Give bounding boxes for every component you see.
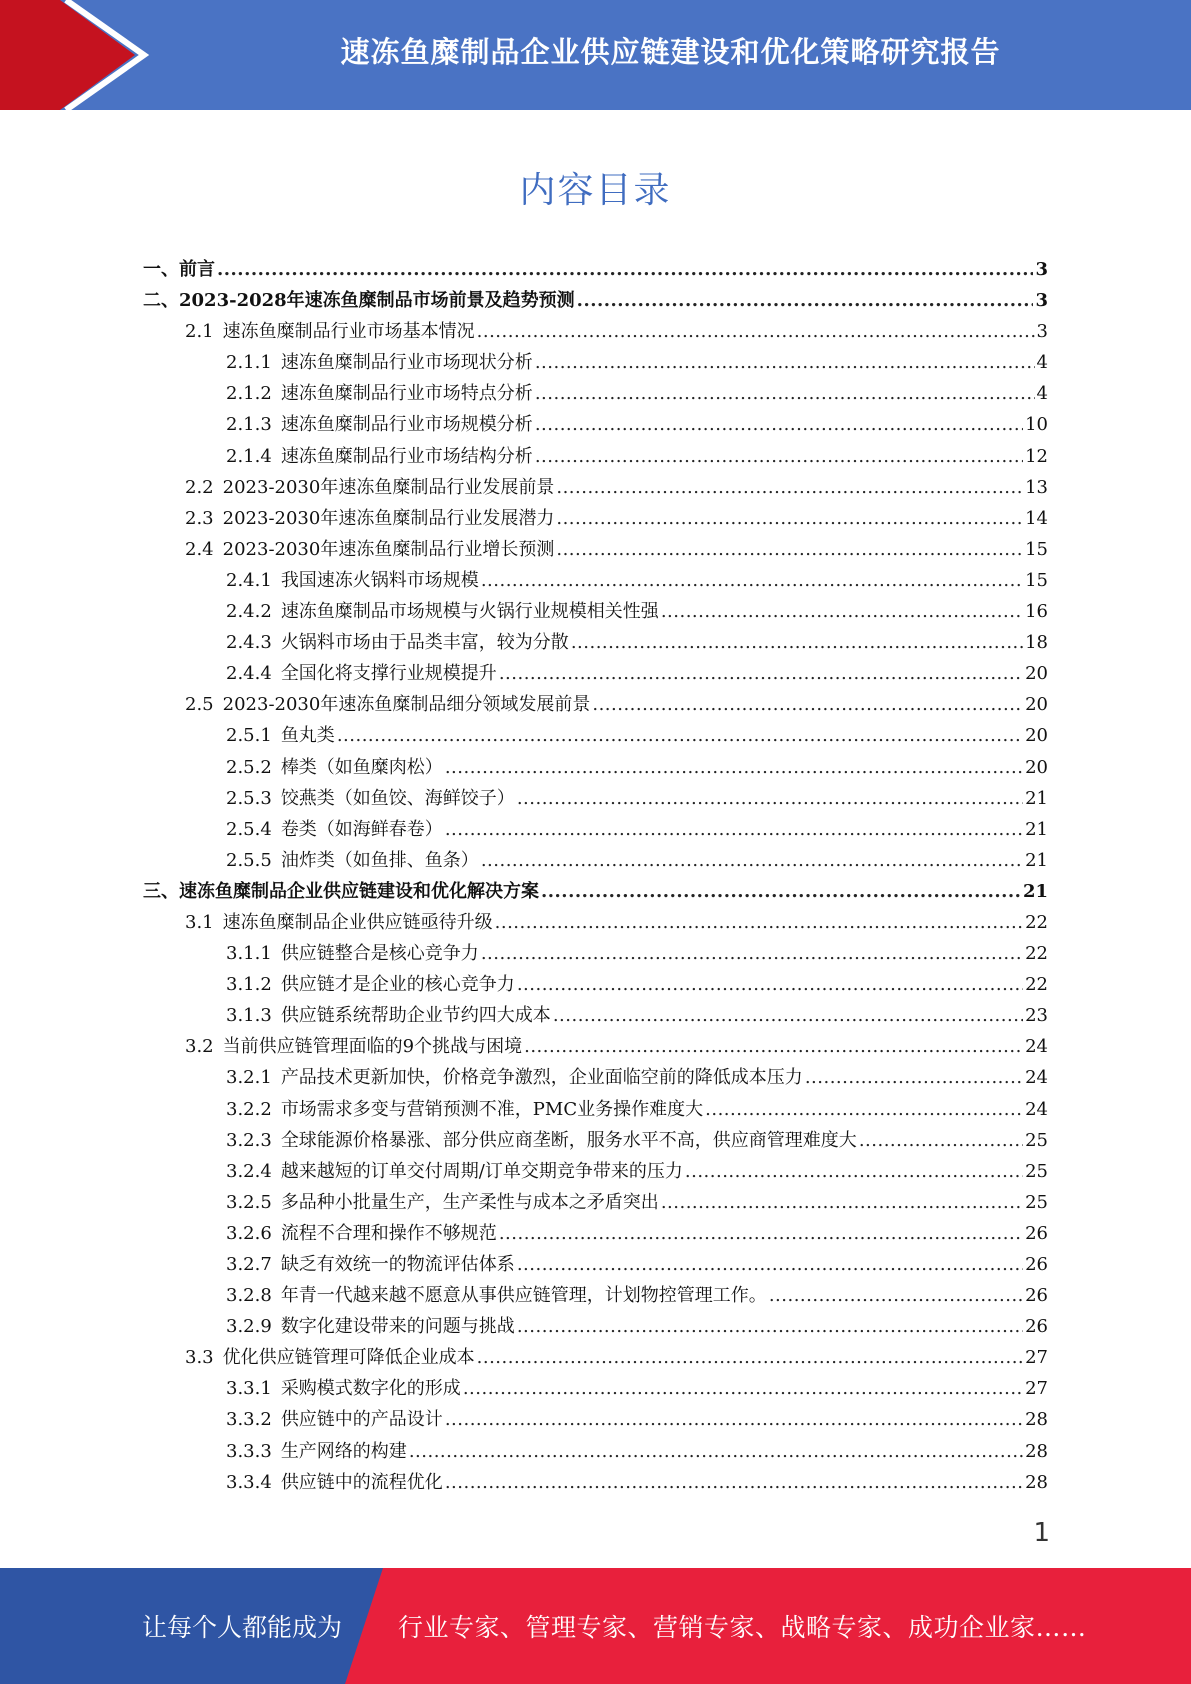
toc-entry[interactable] xyxy=(143,969,1048,1000)
toc-entry-number: 2.4.3 xyxy=(226,632,272,654)
toc-dot-leader xyxy=(571,627,1023,658)
toc-entry-number: 3.2.6 xyxy=(226,1222,272,1244)
toc-entry-title: 火锅料市场由于品类丰富，较为分散 xyxy=(280,632,569,654)
toc-entry-number: 3.3.4 xyxy=(226,1471,272,1493)
toc-entry-page: 3 xyxy=(1035,259,1048,280)
toc-entry-number: 3.2.8 xyxy=(226,1285,272,1307)
toc-entry-title: 越来越短的订单交付周期/订单交期竞争带来的压力 xyxy=(280,1160,683,1182)
toc-dot-leader xyxy=(859,1125,1023,1156)
toc-dot-leader xyxy=(524,1031,1023,1062)
toc-dot-leader xyxy=(556,472,1023,503)
toc-entry-number: 2.4.4 xyxy=(226,663,272,685)
toc-dot-leader xyxy=(517,1311,1023,1342)
toc-entry[interactable] xyxy=(143,720,1048,751)
toc-entry-page: 15 xyxy=(1025,538,1048,560)
toc-dot-leader xyxy=(517,969,1023,1000)
toc-entry-number: 2.1.4 xyxy=(226,445,272,467)
toc-dot-leader xyxy=(445,1467,1023,1498)
toc-entry[interactable] xyxy=(143,1467,1048,1498)
toc-entry-page: 24 xyxy=(1025,1067,1048,1089)
toc-entry-number: 3.2 xyxy=(185,1036,214,1058)
toc-entry-title: 速冻鱼糜制品行业市场特点分析 xyxy=(280,383,533,405)
toc-dot-leader xyxy=(535,378,1035,409)
toc-entry-page: 27 xyxy=(1025,1378,1048,1400)
toc-dot-leader xyxy=(477,316,1035,347)
toc-dot-leader xyxy=(556,534,1023,565)
toc-entry-number: 3.2.7 xyxy=(226,1254,272,1275)
toc-dot-leader xyxy=(769,1280,1023,1311)
toc-entry-number: 3.2.1 xyxy=(226,1067,272,1089)
toc-dot-leader xyxy=(499,658,1023,689)
toc-entry-number: 2.5.2 xyxy=(226,756,272,778)
toc-entry-page: 15 xyxy=(1025,569,1048,591)
toc-entry[interactable] xyxy=(143,752,1048,783)
toc-dot-leader xyxy=(805,1062,1023,1093)
toc-entry-page: 16 xyxy=(1025,601,1048,623)
toc-entry-title: 2023-2030年速冻鱼糜制品行业发展前景 xyxy=(222,476,555,498)
toc-entry-page: 27 xyxy=(1025,1347,1048,1369)
toc-entry-page: 22 xyxy=(1025,943,1048,965)
toc-entry-title: 市场需求多变与营销预测不准，PMC业务操作难度大 xyxy=(280,1098,704,1120)
toc-entry[interactable] xyxy=(143,627,1048,658)
toc-entry[interactable] xyxy=(143,1311,1048,1342)
toc-entry-number: 2.5 xyxy=(185,694,214,716)
toc-entry[interactable] xyxy=(143,1031,1048,1062)
toc-entry-number: 2.1.1 xyxy=(226,352,272,374)
toc-entry-title: 速冻鱼糜制品行业市场规模分析 xyxy=(280,414,533,436)
toc-entry-number: 3.3 xyxy=(185,1347,214,1369)
toc-dot-leader xyxy=(481,938,1023,969)
toc-entry-number: 3.3.1 xyxy=(226,1378,272,1400)
toc-entry[interactable] xyxy=(143,503,1048,534)
toc-entry[interactable] xyxy=(143,409,1048,440)
toc-entry[interactable] xyxy=(143,658,1048,689)
toc-entry[interactable] xyxy=(143,596,1048,627)
toc-entry-number: 2.5.4 xyxy=(226,818,272,840)
toc-dot-leader xyxy=(661,596,1023,627)
toc-entry-page: 28 xyxy=(1025,1471,1048,1493)
toc-dot-leader xyxy=(445,1404,1023,1435)
toc-entry-number: 2.5.1 xyxy=(226,725,272,747)
toc-entry-title: 全球能源价格暴涨、部分供应商垄断，服务水平不高，供应商管理难度大 xyxy=(280,1129,857,1151)
toc-entry-number: 2.1.3 xyxy=(226,414,272,436)
toc-entry[interactable] xyxy=(143,285,1048,316)
toc-entry-page: 28 xyxy=(1025,1440,1048,1462)
toc-entry-title: 我国速冻火锅料市场规模 xyxy=(280,569,479,591)
toc-entry-page: 28 xyxy=(1025,1409,1048,1431)
toc-entry-title: 当前供应链管理面临的9个挑战与困境 xyxy=(222,1036,523,1058)
toc-entry-page: 26 xyxy=(1025,1222,1048,1244)
toc-entry[interactable] xyxy=(143,254,1048,285)
toc-entry-number: 3.3.3 xyxy=(226,1440,272,1462)
toc-dot-leader xyxy=(535,441,1023,472)
toc-dot-leader xyxy=(535,409,1023,440)
toc-entry[interactable] xyxy=(143,1125,1048,1156)
toc-entry-title: 前言 xyxy=(179,259,215,280)
toc-entry[interactable] xyxy=(143,1156,1048,1187)
toc-entry-page: 26 xyxy=(1025,1254,1048,1275)
toc-entry[interactable] xyxy=(143,316,1048,347)
toc-entry-page: 14 xyxy=(1025,507,1048,529)
toc-entry-page: 4 xyxy=(1036,352,1048,374)
toc-entry-title: 2023-2028年速冻鱼糜制品市场前景及趋势预测 xyxy=(179,290,575,312)
toc-entry-page: 21 xyxy=(1022,880,1048,902)
toc-entry[interactable] xyxy=(143,1062,1048,1093)
toc-entry[interactable] xyxy=(143,1342,1048,1373)
toc-dot-leader xyxy=(217,254,1033,285)
toc-entry-title: 供应链中的流程优化 xyxy=(280,1471,443,1493)
footer-band xyxy=(0,1568,1191,1684)
footer-slogan-lead: 让每个人都能成为 xyxy=(142,1613,343,1642)
toc-entry-page: 25 xyxy=(1025,1129,1048,1151)
toc-entry-page: 26 xyxy=(1025,1285,1048,1307)
toc-entry-page: 20 xyxy=(1025,725,1048,747)
toc-entry-title: 卷类（如海鲜春卷） xyxy=(280,818,443,840)
toc-entry-number: 2.2 xyxy=(185,476,214,498)
report-title: 速冻鱼糜制品企业供应链建设和优化策略研究报告 xyxy=(340,34,1001,69)
toc-dot-leader xyxy=(445,752,1023,783)
toc-entry[interactable] xyxy=(143,938,1048,969)
toc-dot-leader xyxy=(685,1156,1023,1187)
toc-dot-leader xyxy=(499,1218,1023,1249)
toc-entry-title: 饺燕类（如鱼饺、海鲜饺子） xyxy=(280,787,515,809)
toc-entry[interactable] xyxy=(143,1218,1048,1249)
toc-entry-page: 20 xyxy=(1025,694,1048,716)
toc-entry-number: 一、 xyxy=(143,259,179,280)
toc-entry-page: 21 xyxy=(1025,849,1048,871)
toc-entry-title: 流程不合理和操作不够规范 xyxy=(280,1222,497,1244)
toc-entry[interactable] xyxy=(143,814,1048,845)
toc-entry-number: 2.4 xyxy=(185,538,214,560)
toc-entry[interactable] xyxy=(143,1404,1048,1435)
toc-entry-title: 供应链系统帮助企业节约四大成本 xyxy=(280,1005,551,1027)
toc-dot-leader xyxy=(517,783,1023,814)
toc-dot-leader xyxy=(445,814,1023,845)
toc-entry[interactable] xyxy=(143,876,1048,907)
toc-entry-title: 产品技术更新加快，价格竞争激烈，企业面临空前的降低成本压力 xyxy=(280,1067,803,1089)
toc-entry-page: 26 xyxy=(1025,1316,1048,1338)
toc-entry-title: 2023-2030年速冻鱼糜制品行业增长预测 xyxy=(222,538,555,560)
toc-entry-title: 缺乏有效统一的物流评估体系 xyxy=(280,1254,515,1275)
toc-entry-page: 3 xyxy=(1035,290,1048,312)
toc-entry-page: 22 xyxy=(1025,974,1048,996)
toc-dot-leader xyxy=(409,1436,1023,1467)
footer-slogan-roles: 行业专家、管理专家、营销专家、战略专家、成功企业家…… xyxy=(398,1613,1087,1642)
toc-entry-title: 优化供应链管理可降低企业成本 xyxy=(222,1347,475,1369)
toc-entry-title: 油炸类（如鱼排、鱼条） xyxy=(280,849,479,871)
toc-entry-page: 13 xyxy=(1025,476,1048,498)
toc-entry-number: 3.2.3 xyxy=(226,1129,272,1151)
toc-entry-title: 供应链才是企业的核心竞争力 xyxy=(280,974,515,996)
toc-entry-page: 18 xyxy=(1025,632,1048,654)
toc-entry[interactable] xyxy=(143,1280,1048,1311)
toc-entry-page: 25 xyxy=(1025,1160,1048,1182)
toc-entry-number: 2.4.1 xyxy=(226,569,272,591)
toc-entry-title: 供应链整合是核心竞争力 xyxy=(280,943,479,965)
toc-entry-number: 3.2.5 xyxy=(226,1191,272,1213)
toc-dot-leader xyxy=(577,285,1034,316)
toc-entry-page: 3 xyxy=(1036,321,1048,343)
toc-dot-leader xyxy=(661,1187,1023,1218)
toc-entry[interactable] xyxy=(143,378,1048,409)
toc-entry[interactable] xyxy=(143,907,1048,938)
toc-dot-leader xyxy=(495,907,1023,938)
toc-entry[interactable] xyxy=(143,441,1048,472)
toc-entry-page: 4 xyxy=(1036,383,1048,405)
toc-entry-number: 2.1.2 xyxy=(226,383,272,405)
toc-entry-page: 25 xyxy=(1025,1191,1048,1213)
toc-entry[interactable] xyxy=(143,1436,1048,1467)
toc-entry-page: 20 xyxy=(1025,756,1048,778)
toc-entry-title: 供应链中的产品设计 xyxy=(280,1409,443,1431)
page-number: 1 xyxy=(1033,1518,1050,1548)
toc-dot-leader xyxy=(481,845,1023,876)
toc-dot-leader xyxy=(535,347,1035,378)
toc-dot-leader xyxy=(481,565,1023,596)
toc-dot-leader xyxy=(477,1342,1023,1373)
toc-entry-number: 二、 xyxy=(143,290,179,312)
toc-entry-number: 3.3.2 xyxy=(226,1409,272,1431)
toc-entry[interactable] xyxy=(143,347,1048,378)
toc-entry[interactable] xyxy=(143,472,1048,503)
toc-entry-number: 2.3 xyxy=(185,507,214,529)
toc-entry-page: 23 xyxy=(1025,1005,1048,1027)
toc-entry-title: 速冻鱼糜制品行业市场基本情况 xyxy=(222,321,475,343)
toc-entry-title: 生产网络的构建 xyxy=(280,1440,407,1462)
toc-entry[interactable] xyxy=(143,534,1048,565)
toc-entry-title: 多品种小批量生产，生产柔性与成本之矛盾突出 xyxy=(280,1191,659,1213)
toc-entry-number: 3.1.2 xyxy=(226,974,272,996)
toc-entry-title: 速冻鱼糜制品市场规模与火锅行业规模相关性强 xyxy=(280,601,659,623)
toc-entry-number: 2.5.5 xyxy=(226,849,272,871)
toc-heading: 内容目录 xyxy=(519,170,672,211)
toc-entry[interactable] xyxy=(143,1094,1048,1125)
toc-entry-number: 3.1 xyxy=(185,911,214,933)
toc-entry-page: 24 xyxy=(1025,1036,1048,1058)
toc-entry[interactable] xyxy=(143,689,1048,720)
toc-entry-title: 速冻鱼糜制品行业市场现状分析 xyxy=(280,352,533,374)
toc-entry[interactable] xyxy=(143,845,1048,876)
toc-entry-title: 年青一代越来越不愿意从事供应链管理，计划物控管理工作。 xyxy=(280,1285,767,1307)
toc-entry-title: 速冻鱼糜制品行业市场结构分析 xyxy=(280,445,533,467)
toc-entry-title: 鱼丸类 xyxy=(280,725,335,747)
toc-entry-title: 速冻鱼糜制品企业供应链亟待升级 xyxy=(222,911,493,933)
toc-entry-page: 24 xyxy=(1025,1098,1048,1120)
toc-entry-title: 数字化建设带来的问题与挑战 xyxy=(280,1316,515,1338)
header-band xyxy=(0,0,1191,110)
toc-entry-page: 12 xyxy=(1025,445,1048,467)
toc-dot-leader xyxy=(517,1249,1023,1280)
toc-entry[interactable] xyxy=(143,1373,1048,1404)
toc-entry-number: 3.1.3 xyxy=(226,1005,272,1027)
toc-entry-page: 20 xyxy=(1025,663,1048,685)
header-arrow-graphic xyxy=(0,0,160,110)
toc-dot-leader xyxy=(337,720,1023,751)
toc-entry-title: 速冻鱼糜制品企业供应链建设和优化解决方案 xyxy=(179,880,539,902)
toc-entry-number: 3.2.4 xyxy=(226,1160,272,1182)
toc-entry[interactable] xyxy=(143,1187,1048,1218)
toc-entry-title: 2023-2030年速冻鱼糜制品细分领域发展前景 xyxy=(222,694,591,716)
toc-entry-page: 21 xyxy=(1025,787,1048,809)
toc-entry[interactable] xyxy=(143,565,1048,596)
toc-entry-page: 21 xyxy=(1025,818,1048,840)
toc-entry[interactable] xyxy=(143,1249,1048,1280)
toc-dot-leader xyxy=(541,876,1021,907)
table-of-contents xyxy=(143,254,1048,1498)
toc-entry-page: 10 xyxy=(1025,414,1048,436)
toc-entry-number: 2.4.2 xyxy=(226,601,272,623)
toc-entry-title: 采购模式数字化的形成 xyxy=(280,1378,461,1400)
toc-entry[interactable] xyxy=(143,783,1048,814)
toc-dot-leader xyxy=(553,1000,1023,1031)
toc-entry-title: 全国化将支撑行业规模提升 xyxy=(280,663,497,685)
toc-entry-title: 2023-2030年速冻鱼糜制品行业发展潜力 xyxy=(222,507,555,529)
toc-dot-leader xyxy=(556,503,1023,534)
toc-entry-title: 棒类（如鱼糜肉松） xyxy=(280,756,443,778)
toc-dot-leader xyxy=(705,1094,1023,1125)
toc-entry-number: 三、 xyxy=(143,880,179,902)
toc-dot-leader xyxy=(592,689,1023,720)
toc-dot-leader xyxy=(463,1373,1023,1404)
toc-entry-number: 3.2.2 xyxy=(226,1098,272,1120)
toc-entry[interactable] xyxy=(143,1000,1048,1031)
toc-entry-number: 3.1.1 xyxy=(226,943,272,965)
toc-entry-page: 22 xyxy=(1025,911,1048,933)
toc-entry-number: 2.5.3 xyxy=(226,787,272,809)
toc-entry-number: 3.2.9 xyxy=(226,1316,272,1338)
toc-entry-number: 2.1 xyxy=(185,321,214,343)
